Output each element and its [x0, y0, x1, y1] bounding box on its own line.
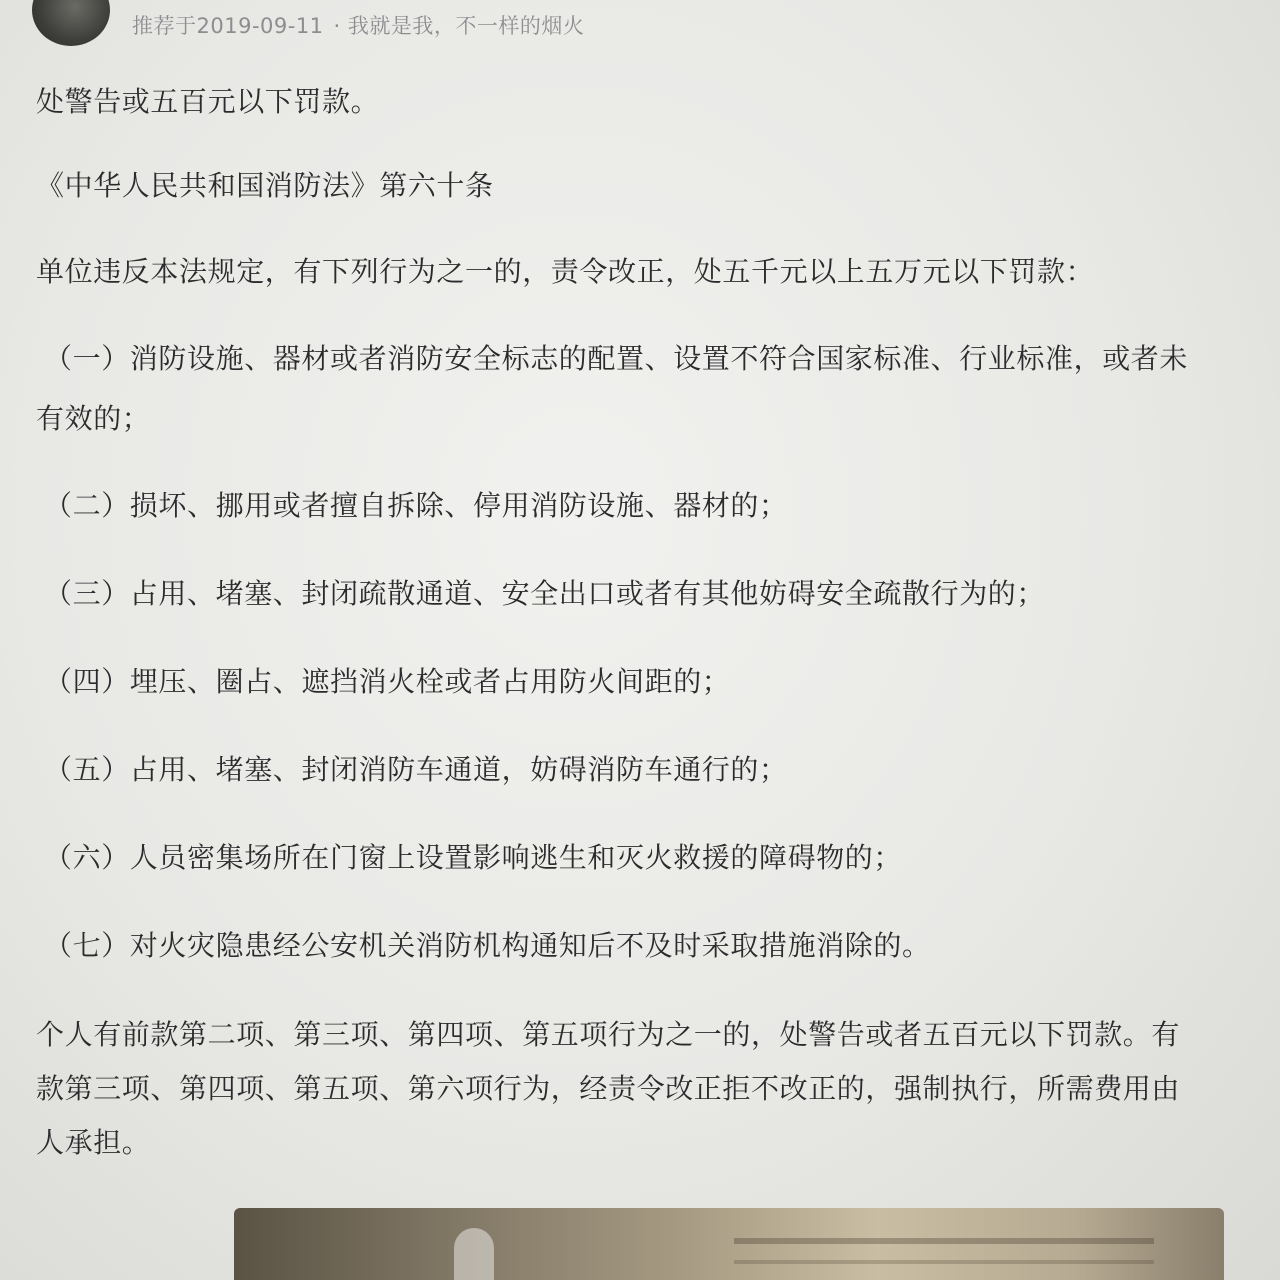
- law-item-5: （五）占用、堵塞、封闭消防车通道，妨碍消防车通行的；: [44, 753, 788, 786]
- answer-date: 推荐于2019-09-11: [132, 14, 324, 38]
- answer-meta: [132, 10, 584, 40]
- closing-line-2: 款第三项、第四项、第五项、第六项行为，经责令改正拒不改正的，强制执行，所需费用由: [36, 1072, 1181, 1105]
- paragraph-prev-tail: 处警告或五百元以下罚款。: [36, 85, 380, 118]
- user-avatar[interactable]: [32, 0, 110, 46]
- law-item-2: （二）损坏、挪用或者擅自拆除、停用消防设施、器材的；: [44, 489, 788, 522]
- embedded-image[interactable]: [234, 1208, 1224, 1280]
- law-item-1-line-1: （一）消防设施、器材或者消防安全标志的配置、设置不符合国家标准、行业标准，或者未: [44, 342, 1189, 375]
- law-intro: 单位违反本法规定，有下列行为之一的，责令改正，处五千元以上五万元以下罚款：: [36, 255, 1095, 288]
- closing-line-1: 个人有前款第二项、第三项、第四项、第五项行为之一的，处警告或者五百元以下罚款。有: [36, 1018, 1181, 1051]
- law-item-7: （七）对火灾隐患经公安机关消防机构通知后不及时采取措施消除的。: [44, 929, 931, 962]
- law-item-1-line-2: 有效的；: [36, 402, 151, 435]
- answer-author[interactable]: · 我就是我，不一样的烟火: [333, 14, 585, 38]
- answer-header: [0, 0, 1280, 48]
- closing-paragraph: [36, 1008, 1180, 1170]
- law-item-4: （四）埋压、圈占、遮挡消火栓或者占用防火间距的；: [44, 665, 731, 698]
- law-item-6: （六）人员密集场所在门窗上设置影响逃生和灭火救援的障碍物的；: [44, 841, 903, 874]
- law-item-1: [44, 332, 1188, 386]
- law-item-1-cont: [36, 392, 150, 446]
- law-item-3: （三）占用、堵塞、封闭疏散通道、安全出口或者有其他妨碍安全疏散行为的；: [44, 577, 1046, 610]
- law-article-title: 《中华人民共和国消防法》第六十条: [36, 169, 494, 202]
- closing-line-3: 人承担。: [36, 1126, 151, 1159]
